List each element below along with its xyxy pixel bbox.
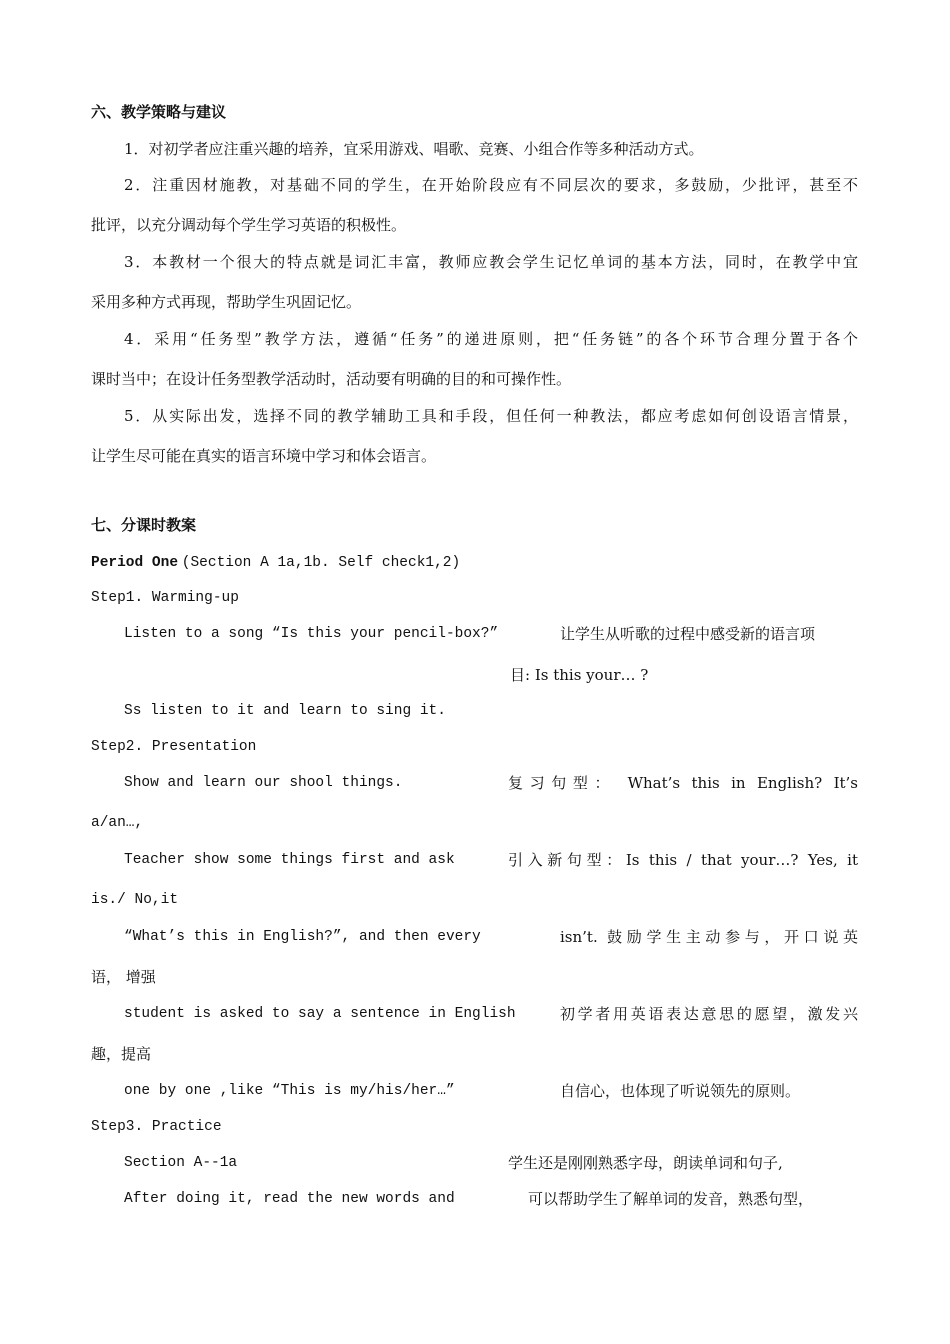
strategy-item-2-line1: 2．注重因材施教，对基础不同的学生，在开始阶段应有不同层次的要求，多鼓励，少批评，甚至不 [124, 176, 858, 194]
step2-right-4: 初学者用英语表达意思的愿望，激发兴 [560, 1005, 858, 1023]
step2-right-5: 自信心，也体现了听说领先的原则。 [560, 1082, 801, 1100]
period-heading [91, 553, 460, 572]
step2-left-2: Teacher show some things first and ask [124, 852, 455, 868]
section-heading-6: 六、教学策略与建议 [91, 103, 227, 121]
step2-left-3: “What’s this in English?”, and then every [124, 929, 481, 945]
strategy-item-5-line1: 5．从实际出发，选择不同的教学辅助工具和手段，但任何一种教法，都应考虑如何创设语言情景， [124, 407, 858, 425]
period-subtitle: (Section A 1a,1b. Self check1,2) [181, 555, 461, 571]
step2-left-4: student is asked to say a sentence in English [124, 1006, 516, 1022]
step2-right-1: 复习句型： What’s this in English? It’s [508, 774, 858, 792]
strategy-item-4-line1: 4．采用“任务型”教学方法，遵循“任务”的递进原则，把“任务链”的各个环节合理分置于各个 [124, 330, 858, 348]
step3-left-1: Section A--1a [124, 1155, 238, 1171]
strategy-item-5-line2: 让学生尽可能在真实的语言环境中学习和体会语言。 [91, 447, 437, 465]
step1-right-1: 让学生从听歌的过程中感受新的语言项 [560, 625, 816, 643]
step2-wrap-4: 趣，提高 [91, 1045, 152, 1063]
step2-left-5: one by one ,like “This is my/his/her…” [124, 1083, 455, 1099]
strategy-item-3-line2: 采用多种方式再现，帮助学生巩固记忆。 [91, 293, 362, 311]
step3-right-2: 可以帮助学生了解单词的发音，熟悉句型， [528, 1190, 814, 1208]
strategy-item-1: 1．对初学者应注重兴趣的培养，宜采用游戏、唱歌、竞赛、小组合作等多种活动方式。 [124, 140, 704, 158]
step3-right-1: 学生还是刚刚熟悉字母，朗读单词和句子, [508, 1154, 783, 1172]
step2-right-2: 引入新句型：Is this / that your…? Yes, it [508, 851, 858, 869]
step1-right-2: 目: Is this your… ? [510, 666, 649, 684]
strategy-item-3-line1: 3．本教材一个很大的特点就是词汇丰富，教师应教会学生记忆单词的基本方法，同时，在教学中宜 [124, 253, 858, 271]
strategy-item-2-line2: 批评，以充分调动每个学生学习英语的积极性。 [91, 216, 407, 234]
step2-left-1: Show and learn our shool things. [124, 775, 403, 791]
step2-wrap-2: is./ No,it [91, 892, 179, 908]
step1-left-2: Ss listen to it and learn to sing it. [124, 703, 446, 719]
step2-wrap-3: 语， 增强 [91, 968, 156, 986]
step2-title: Step2. Presentation [91, 739, 257, 755]
strategy-item-4-line2: 课时当中；在设计任务型教学活动时，活动要有明确的目的和可操作性。 [91, 370, 572, 388]
step1-left-1: Listen to a song “Is this your pencil-box?” [124, 626, 499, 642]
section-heading-7: 七、分课时教案 [91, 516, 197, 534]
step1-title: Step1. Warming-up [91, 590, 239, 606]
step2-wrap-1: a/an…, [91, 815, 144, 831]
step2-right-3: isn’t. 鼓励学生主动参与，开口说英 [560, 928, 858, 946]
period-title: Period One [91, 555, 179, 571]
step3-title: Step3. Practice [91, 1119, 222, 1135]
step3-left-2: After doing it, read the new words and [124, 1191, 455, 1207]
